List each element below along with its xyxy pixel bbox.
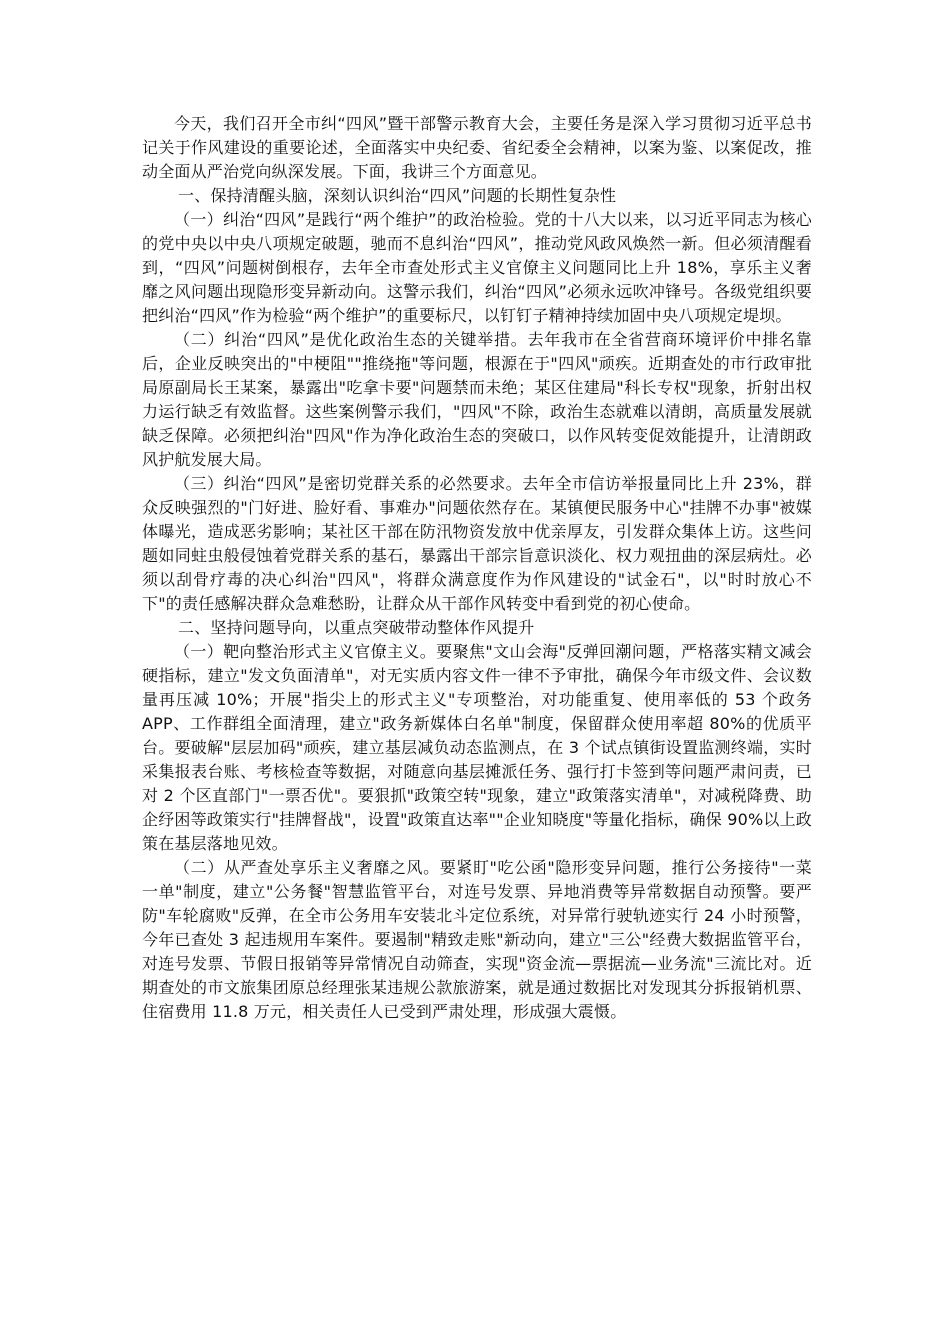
section-heading-1: 一、保持清醒头脑，深刻认识纠治“四风”问题的长期性复杂性: [178, 186, 617, 205]
paragraph-1-1: （一）纠治“四风”是践行“两个维护”的政治检验。党的十八大以来，以习近平同志为核心的党中央以中央八项规定破题，驰而不息纠治“四风”，推动党风政风焕然一新。但必须清醒看到，“四风”问题树倒根存，去年全市查处形式主义官僚主义问题同比上升 18%，享乐主义奢靡之风问题出现隐形变异新动向。这警示我们，纠治“四风”必须永远吹冲锋号。各级党组织要把纠治“四风”作为检验“两个维护”的重要标尺，以钉钉子精神持续加固中央八项规定堤坝。: [142, 210, 812, 325]
section-heading-2: 二、坚持问题导向，以重点突破带动整体作风提升: [178, 618, 535, 637]
paragraph-1-2: （二）纠治“四风”是优化政治生态的关键举措。去年我市在全省营商环境评价中排名靠后，企业反映突出的"中梗阻""推绕拖"等问题，根源在于"四风"顽疾。近期查处的市行政审批局原副局长王某案，暴露出"吃拿卡要"问题禁而未绝；某区住建局"科长专权"现象，折射出权力运行缺乏有效监督。这些案例警示我们，"四风"不除，政治生态就难以清朗，高质量发展就缺乏保障。必须把纠治"四风"作为净化政治生态的突破口，以作风转变促效能提升，让清朗政风护航发展大局。: [142, 330, 812, 469]
paragraph-2-2: （二）从严查处享乐主义奢靡之风。要紧盯"吃公函"隐形变异问题，推行公务接待"一菜一单"制度，建立"公务餐"智慧监管平台，对连号发票、异地消费等异常数据自动预警。要严防"车轮腐败"反弹，在全市公务用车安装北斗定位系统，对异常行驶轨迹实行 24 小时预警，今年已查处 3 起违规用车案件。要遏制"精致走账"新动向，建立"三公"经费大数据监管平台，对连号发票、节假日报销等异常情况自动筛查，实现"资金流—票据流—业务流"三流比对。近期查处的市文旅集团原总经理张某违规公款旅游案，就是通过数据比对发现其分拆报销机票、住宿费用 11.8 万元，相关责任人已受到严肃处理，形成强大震慑。: [142, 858, 812, 1021]
paragraph-1-3: （三）纠治“四风”是密切党群关系的必然要求。去年全市信访举报量同比上升 23%，群众反映强烈的"门好进、脸好看、事难办"问题依然存在。某镇便民服务中心"挂牌不办事"被媒体曝光，造成恶劣影响；某社区干部在防汛物资发放中优亲厚友，引发群众集体上访。这些问题如同蛀虫般侵蚀着党群关系的基石，暴露出干部宗旨意识淡化、权力观扭曲的深层病灶。必须以刮骨疗毒的决心纠治"四风"，将群众满意度作为作风建设的"试金石"，以"时时放心不下"的责任感解决群众急难愁盼，让群众从干部作风转变中看到党的初心使命。: [142, 474, 812, 613]
intro-paragraph: 今天，我们召开全市纠“四风”暨干部警示教育大会，主要任务是深入学习贯彻习近平总书记关于作风建设的重要论述，全面落实中央纪委、省纪委全会精神，以案为鉴、以案促改，推动全面从严治党向纵深发展。下面，我讲三个方面意见。: [142, 114, 812, 181]
paragraph-2-1: （一）靶向整治形式主义官僚主义。要聚焦"文山会海"反弹回潮问题，严格落实精文减会硬指标，建立"发文负面清单"，对无实质内容文件一律不予审批，确保今年市级文件、会议数量再压减 10%；开展"指尖上的形式主义"专项整治，对功能重复、使用率低的 53 个政务 APP、工作群组全面清理，建立"政务新媒体白名单"制度，保留群众使用率超 80%的优质平台。要破解"层层加码"顽疾，建立基层减负动态监测点，在 3 个试点镇街设置监测终端，实时采集报表台账、考核检查等数据，对随意向基层摊派任务、强行打卡签到等问题严肃问责，已对 2 个区直部门"一票否优"。要狠抓"政策空转"现象，建立"政策落实清单"，对减税降费、助企纾困等政策实行"挂牌督战"，设置"政策直达率""企业知晓度"等量化指标，确保 90%以上政策在基层落地见效。: [142, 642, 813, 853]
document-body: [142, 112, 812, 1024]
